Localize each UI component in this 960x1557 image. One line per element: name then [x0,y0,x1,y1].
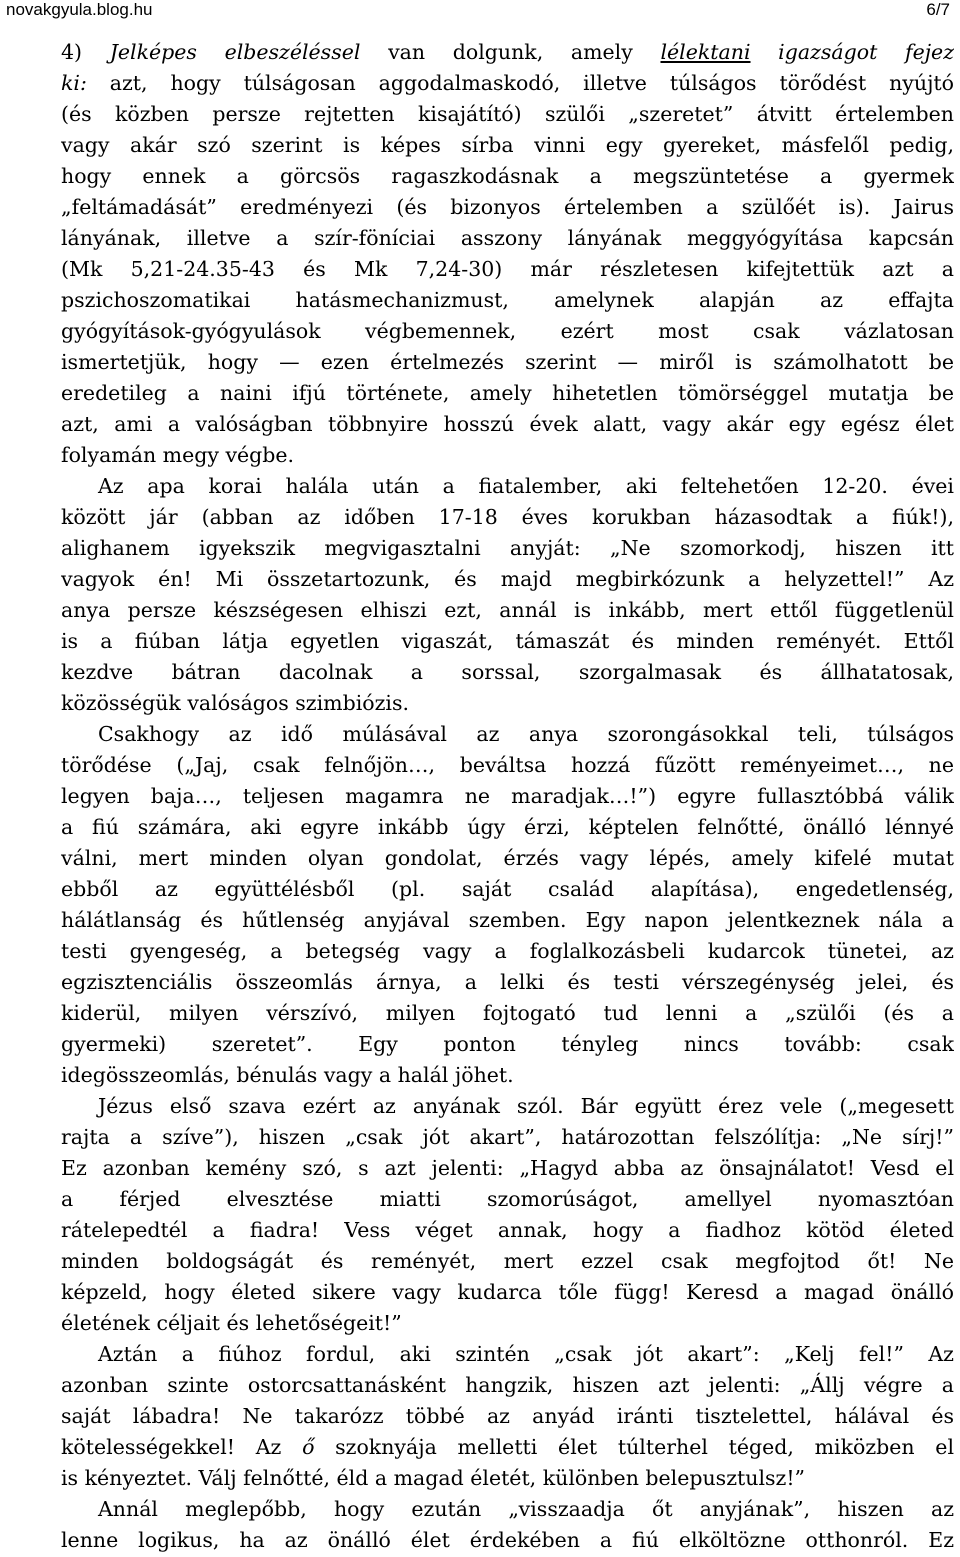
text-line: Csakhogy az idő múlásával az anya szorongásokkal teli, túlságos [98,722,954,746]
text-line: rátelepedtél a fiadra! Vess véget annak, hogy a fiadhoz kötöd életed [61,1218,954,1242]
text-line: egzisztenciális összeomlás árnya, a lelki és testi vérszegénység jelei, és [61,970,954,994]
text-line [61,1432,954,1463]
text-line: hálátlanság és hűtlenség anyjával szemben. Egy napon jelentkeznek nála a [61,908,954,932]
text-line: törődése („Jaj, csak felnőjön…, beváltsa hozzá fűzött reményeimet…, ne [61,753,954,777]
text-line: anya persze készségesen elhiszi ezt, annál is inkább, mert ettől függetlenül [61,598,954,622]
text-line: hogy ennek a görcsös ragaszkodásnak a megszüntetése a gyermek [61,164,954,188]
text-line: Ez azonban kemény szó, s azt jelenti: „Hagyd abba az önsajnálatot! Vesd el [61,1156,954,1180]
page-number: 6/7 [926,0,950,19]
text-line: Jézus első szava ezért az anyának szól. Bár együtt érez vele („megesett [98,1094,954,1118]
text-line: alighanem igyekszik megvigasztalni anyját: „Ne szomorkodj, hiszen itt [61,536,954,560]
text-line: képzeld, hogy életed sikere vagy kudarca tőle függ! Keresd a magad önálló [61,1280,954,1304]
text-line: idegösszeomlás, bénulás vagy a halál jöhet. [61,1063,514,1087]
text-line: kezdve bátran dacolnak a sorssal, szorgalmasak és állhatatosak, [61,660,954,684]
text-run: szoknyája melletti élet túlterhel téged, miközben el [314,1435,954,1459]
text-line [61,68,954,99]
text-line: is kényeztet. Válj felnőtté, éld a magad életét, különben belepusztulsz!” [61,1466,806,1490]
text-line: pszichoszomatikai hatásmechanizmust, amelynek alapján az effajta [61,288,954,312]
text-line: lányának, illetve a szír-föníciai asszony lányának meggyógyítása kapcsán [61,226,954,250]
text-line: azt, ami a valóságban többnyire hosszú évek alatt, vagy akár egy egész élet [61,412,954,436]
italic-text: Jelképes elbeszéléssel [109,40,361,64]
text-line: (Mk 5,21-24.35-43 és Mk 7,24-30) már részletesen kifejtettük azt a [61,257,954,281]
italic-text: igazságot fejez [750,40,954,64]
text-line: (és közben persze rejtetten kisajátító) szülői „szeretet” átvitt értelemben [61,102,954,126]
text-line: testi gyengeség, a betegség vagy a foglalkozásbeli kudarcok tünetei, az [61,939,954,963]
text-line: folyamán megy végbe. [61,443,295,467]
text-line [61,37,954,68]
italic-text: ő [302,1435,315,1459]
text-run: kötelességekkel! Az [61,1435,303,1459]
text-line: a fiú számára, aki egyre inkább úgy érzi, képtelen felnőtté, önálló lénnyé [61,815,954,839]
text-line: „feltámadását” eredményezi (és bizonyos értelemben a szülőét is). Jairus [61,195,954,219]
text-line: minden boldogságát és reményét, mert ezzel csak megfojtod őt! Ne [61,1249,954,1273]
text-line: közösségük valóságos szimbiózis. [61,691,410,715]
text-run: azt, hogy túlságosan aggodalmaskodó, illetve túlságos törődést nyújtó [86,71,954,95]
text-line: lenne logikus, ha az önálló élet érdekében a fiú elköltözne otthonról. Ez [61,1528,954,1552]
text-line: életének céljait és lehetőségeit!” [61,1311,402,1335]
document-body [61,37,954,1556]
text-line: eredetileg a naini ifjú története, amely hihetetlen tömörséggel mutatja be [61,381,954,405]
text-line [61,1370,954,1401]
text-line: ismertetjük, hogy — ezen értelmezés szerint — miről is számolhatott be [61,350,954,374]
text-line: között jár (abban az időben 17-18 éves korukban házasodtak a fiúk!), [61,505,954,529]
text-line: is a fiúban látja egyetlen vigaszát, támaszát és minden reményét. Ettől [61,629,954,653]
text-run: 4) [61,40,110,64]
blog-url: novakgyula.blog.hu [6,0,153,19]
page-header [0,0,960,22]
text-line: rajta a szíve”), hiszen „csak jót akart”, határozottan felszólítja: „Ne sírj!” [61,1125,954,1149]
italic-text: lélektani [660,40,751,64]
text-line: Az apa korai halála után a fiatalember, aki feltehetően 12-20. évei [98,474,954,498]
text-line: legyen baja…, teljesen magamra ne maradjak…!”) egyre fullasztóbbá válik [61,784,954,808]
text-line: a férjed elvesztése miatti szomorúságot, amellyel nyomasztóan [61,1187,954,1211]
text-line: Aztán a fiúhoz fordul, aki szintén „csak jót akart”: „Kelj fel!” Az [98,1342,954,1366]
text-line: gyógyítások-gyógyulások végbemennek, ezért most csak vázlatosan [61,319,954,343]
text-run: azonban szinte ostorcsattanásként hangzik, hiszen azt jelenti: „Állj végre a [61,1373,954,1397]
text-line: Annál meglepőbb, hogy ezután „visszaadja őt anyjának”, hiszen az [98,1497,954,1521]
italic-text: ki: [61,71,87,95]
text-line: gyermeki) szeretet”. Egy ponton tényleg nincs tovább: csak [61,1032,954,1056]
text-line: ebből az együttélésből (pl. saját család alapítása), engedetlenség, [61,877,954,901]
text-line: kiderül, milyen vérszívó, milyen fojtogató tud lenni a „szülői (és a [61,1001,954,1025]
text-line: saját lábadra! Ne takarózz többé az anyád iránti tisztelettel, hálával és [61,1404,954,1428]
text-line: vagy akár szó szerint is képes sírba vinni egy gyereket, másfelől pedig, [61,133,954,157]
text-line: válni, mert minden olyan gondolat, érzés vagy lépés, amely kifelé mutat [61,846,954,870]
text-line: vagyok én! Mi összetartozunk, és majd megbirkózunk a helyzettel!” Az [61,567,954,591]
text-run: van dolgunk, amely [360,40,661,64]
